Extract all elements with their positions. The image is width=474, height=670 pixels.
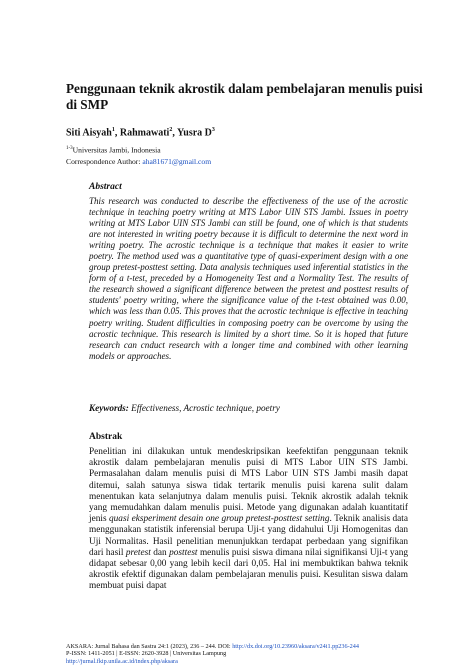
keywords-label: Keywords: bbox=[89, 403, 129, 413]
abstrak-heading: Abstrak bbox=[89, 432, 123, 442]
affiliation-sup: 1-3 bbox=[66, 146, 73, 151]
author-sup: 1 bbox=[111, 127, 115, 133]
abstrak-emphasis: posttest bbox=[169, 547, 198, 558]
abstract-text: This research was conducted to describe the effectiveness of the use of the acrostic technique in teaching poetry writing at MTS Labor UIN STS Jambi. Issues in poetry writing at MTS Labor UIN STS Jambi can still be found, one of which is that students are not interested in writing poetry because it is difficult to determine the next word in writing poetry. The acrostic technique is a technique that makes it easier to write poetry. The method used was a quantitative type of quasi-experiment design with a one group pretest-posttest setting. Data analysis techniques used inferential statistics in the form of a t-test, preceded by a Homogeneity Test and a Normality Test. The results of the research showed a significant difference between the pretest and posttest results of students' poetry writing, where the significance value of the t-test obtained was 0.00, which was less than 0.05. This proves that the acrostic technique is effective in teaching poetry writing. Student difficulties in composing poetry can be overcome by using the acrostic technique. This research is limited by a short time. So it is hoped that future research can cnduct research with a longer time and combined with other learning models or approaches. bbox=[89, 196, 408, 361]
abstrak-part: . Teknik analisis data menggunakan statistik inferensial berupa Uji-t yang didahului Uji Homogenitas dan Uji Normalitas. Hasil penelitian menunjukkan terdapat perbedaan yang signifikan dari hasil bbox=[89, 514, 408, 558]
abstrak-text bbox=[89, 447, 408, 593]
abstrak-part: dan bbox=[150, 547, 170, 558]
author-name: Yusra D bbox=[176, 127, 212, 139]
author-name: Rahmawati bbox=[119, 127, 170, 139]
author-list: Siti Aisyah$^1$, Rahmawati$^2$, Yusra $D^3$ bbox=[66, 127, 215, 139]
footer-citation: AKSARA: Jurnal Bahasa dan Sastra 24:1 (2023), 236 – 244. DOI: bbox=[66, 643, 233, 650]
keywords-text: Effectiveness, Acrostic technique, poetry bbox=[128, 403, 280, 413]
abstrak-emphasis: pretest bbox=[125, 547, 151, 558]
email-link[interactable]: aha81671@gmail.com bbox=[142, 156, 212, 166]
author-name: Siti Aisyah bbox=[66, 127, 112, 139]
abstract-heading: Abstract bbox=[89, 182, 122, 192]
doi-link[interactable]: http://dx.doi.org/10.23960/aksara/v24i1.pp236-244 bbox=[232, 643, 359, 650]
abstrak-emphasis: quasi eksperiment desain one group pretest-posttest setting bbox=[109, 514, 330, 525]
keywords-line bbox=[89, 403, 280, 413]
footer-issn: P-ISSN: 1411-2051 | E-ISSN: 2620-3928 | Universitas Lampung bbox=[66, 650, 227, 658]
author-sup: 3 bbox=[211, 127, 215, 133]
correspondence-label: Correspondence Author: bbox=[66, 156, 143, 166]
affiliation-block bbox=[66, 143, 211, 167]
paper-title: Penggunaan teknik akrostik dalam pembelajaran menulis puisi di SMP bbox=[66, 81, 423, 112]
affiliation-text: Universitas Jambi, Indonesia bbox=[72, 145, 161, 155]
abstrak-part: menulis puisi siswa dimana nilai signifikansi Uji-t yang didapat sebesar 0,00 yang lebih kecil dari 0,05. Hal ini membuktikan bahwa teknik akrostik efektif digunakan dalam pembelajaran menulis puisi. Kesulitan siswa dalam membuat puisi dapat bbox=[89, 547, 408, 592]
abstrak-part: Penelitian ini dilakukan untuk mendeskripsikan keefektifan penggunaan teknik akrostik dalam pembelajaran menulis puisi di MTS Labor UIN STS Jambi. Permasalahan dalam menulis puisi di MTS Labor UIN STS Jambi masih dapat ditemui, salah satunya siswa tidak tertarik menulis puisi karena sulit dalam menentukan kata selanjutnya dalam menulis puisi. Teknik akrostik adalah teknik yang memudahkan dalam menulis puisi. Metode yang digunakan adalah kuantitatif jenis bbox=[89, 447, 408, 525]
page-footer bbox=[66, 643, 426, 665]
journal-url-link[interactable]: http://jurnal.fkip.unila.ac.id/index.php/aksara bbox=[66, 657, 178, 665]
author-sup: 2 bbox=[169, 127, 173, 133]
